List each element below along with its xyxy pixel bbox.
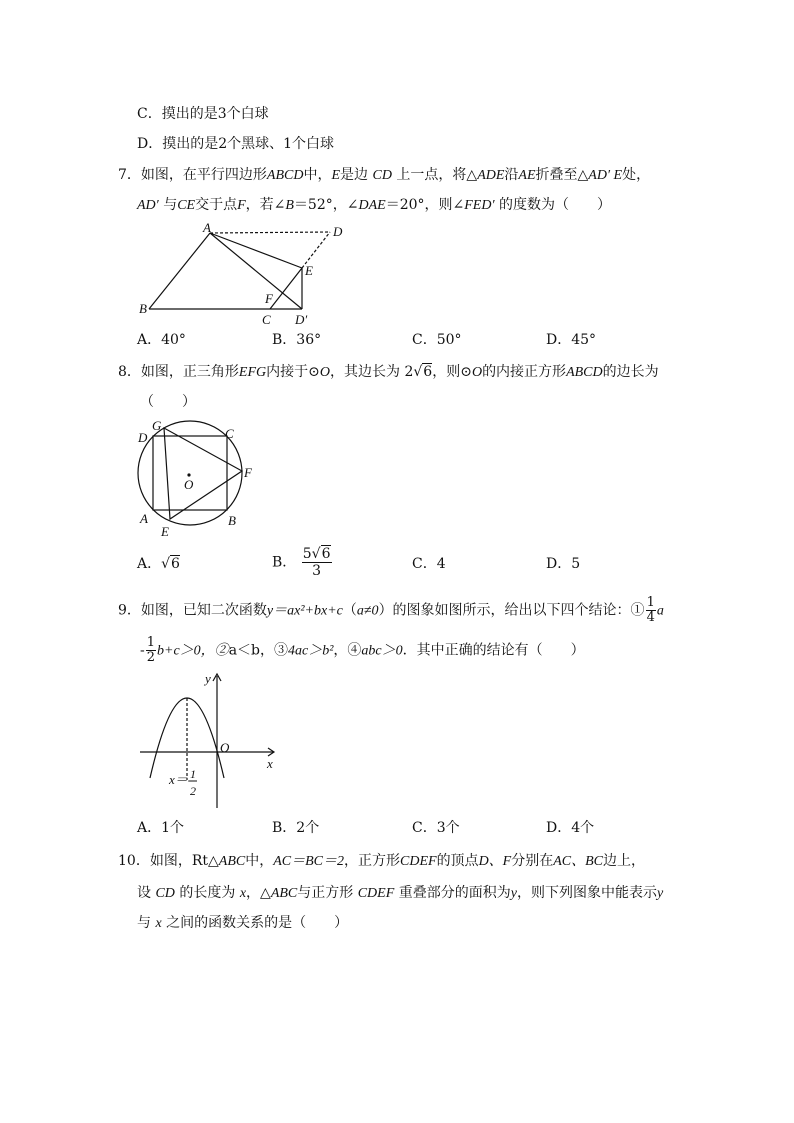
q9-option-d: D．4个 (546, 820, 595, 836)
q9-option-b: B．2个 (272, 820, 320, 836)
q9-label-o: O (220, 740, 230, 755)
q7-text-line2: AD′ 与CE交于点F，若∠B＝52°，∠DAE＝20°，则∠FED′ 的度数为（ ） (137, 197, 611, 213)
q8-label-o: O (184, 477, 194, 492)
q9-figure (135, 668, 285, 813)
q7-label-a: A (203, 220, 211, 235)
q7-label-e: E (305, 263, 313, 278)
q7-figure (130, 220, 360, 330)
q9-label-y: y (205, 671, 211, 686)
q9-text-line2: - $\frac{1}{2}$ b+c＞0，②a＜b，③4ac＞b²，④abc＞0．其中正确的结论有（ ） (140, 635, 585, 665)
q8-square-abcd (153, 436, 227, 510)
q8-label-d: D (138, 430, 148, 445)
q8-option-c: C．4 (412, 556, 446, 572)
q7-option-d: D．45° (546, 332, 597, 348)
q9-label-x: x (267, 756, 273, 771)
q9-option-c: C．3个 (412, 820, 460, 836)
q9-label-half-d: 2 (190, 784, 196, 798)
q6-option-d: D．摸出的是2个黑球、1个白球 (137, 136, 335, 152)
q7-edge-ad-dashed (210, 232, 330, 233)
q9-text-line1: 9．如图，已知二次函数y＝ax²+bx+c（a≠0）的图象如图所示，给出以下四个结论：① $\frac{1}{4}$ a (118, 595, 664, 625)
q7-label-b: B (139, 301, 147, 316)
q8-option-a: A．√6 (137, 556, 180, 572)
q7-option-a: A．40° (137, 332, 186, 348)
q7-label-d: D (333, 224, 343, 239)
q7-edge-ad-prime (210, 233, 302, 309)
q7-label-f: F (265, 291, 273, 306)
q9-label-half-n: 1 (190, 767, 196, 781)
q7-label-c: C (262, 312, 271, 327)
q8-figure (130, 415, 260, 540)
q8-label-g: G (152, 418, 162, 433)
q8-option-b: B． $\frac{5√6}{3}$ (272, 546, 331, 579)
q8-label-a: A (140, 511, 148, 526)
q8-text-line1: 8．如图，正三角形EFG内接于⊙O，其边长为 2√6，则⊙O的内接正方形ABCD的边长为 (118, 364, 659, 380)
q6-option-c: C．摸出的是3个白球 (137, 106, 269, 122)
q7-edge-ce (270, 268, 302, 309)
q9-label-x-eq: x＝- (169, 772, 193, 787)
q8-label-f: F (244, 465, 252, 480)
q7-label-d-prime: D′ (295, 312, 308, 327)
q8-label-e: E (161, 524, 169, 539)
q10-text-line1: 10．如图，Rt△ABC中，AC＝BC＝2，正方形CDEF的顶点D、F分别在AC、BC边上， (118, 853, 646, 869)
q7-edge-ae (210, 233, 302, 268)
q8-label-c: C (225, 426, 234, 441)
q8-option-d: D．5 (546, 556, 581, 572)
q9-option-a: A．1个 (137, 820, 185, 836)
q8-text-line2: （ ） (140, 394, 196, 410)
q8-label-b: B (228, 513, 236, 528)
q7-option-b: B．36° (272, 332, 322, 348)
q7-text-line1: 7．如图，在平行四边形ABCD中，E是边 CD 上一点，将△ADE沿AE折叠至△AD′ E处， (118, 167, 651, 183)
q7-edge-ab (149, 233, 210, 309)
q10-text-line3: 与 x 之间的函数关系的是（ ） (137, 915, 349, 931)
q10-text-line2: 设 CD 的长度为 x，△ABC与正方形 CDEF 重叠部分的面积为y，则下列图象中能表示y (137, 885, 664, 901)
q7-option-c: C．50° (412, 332, 462, 348)
